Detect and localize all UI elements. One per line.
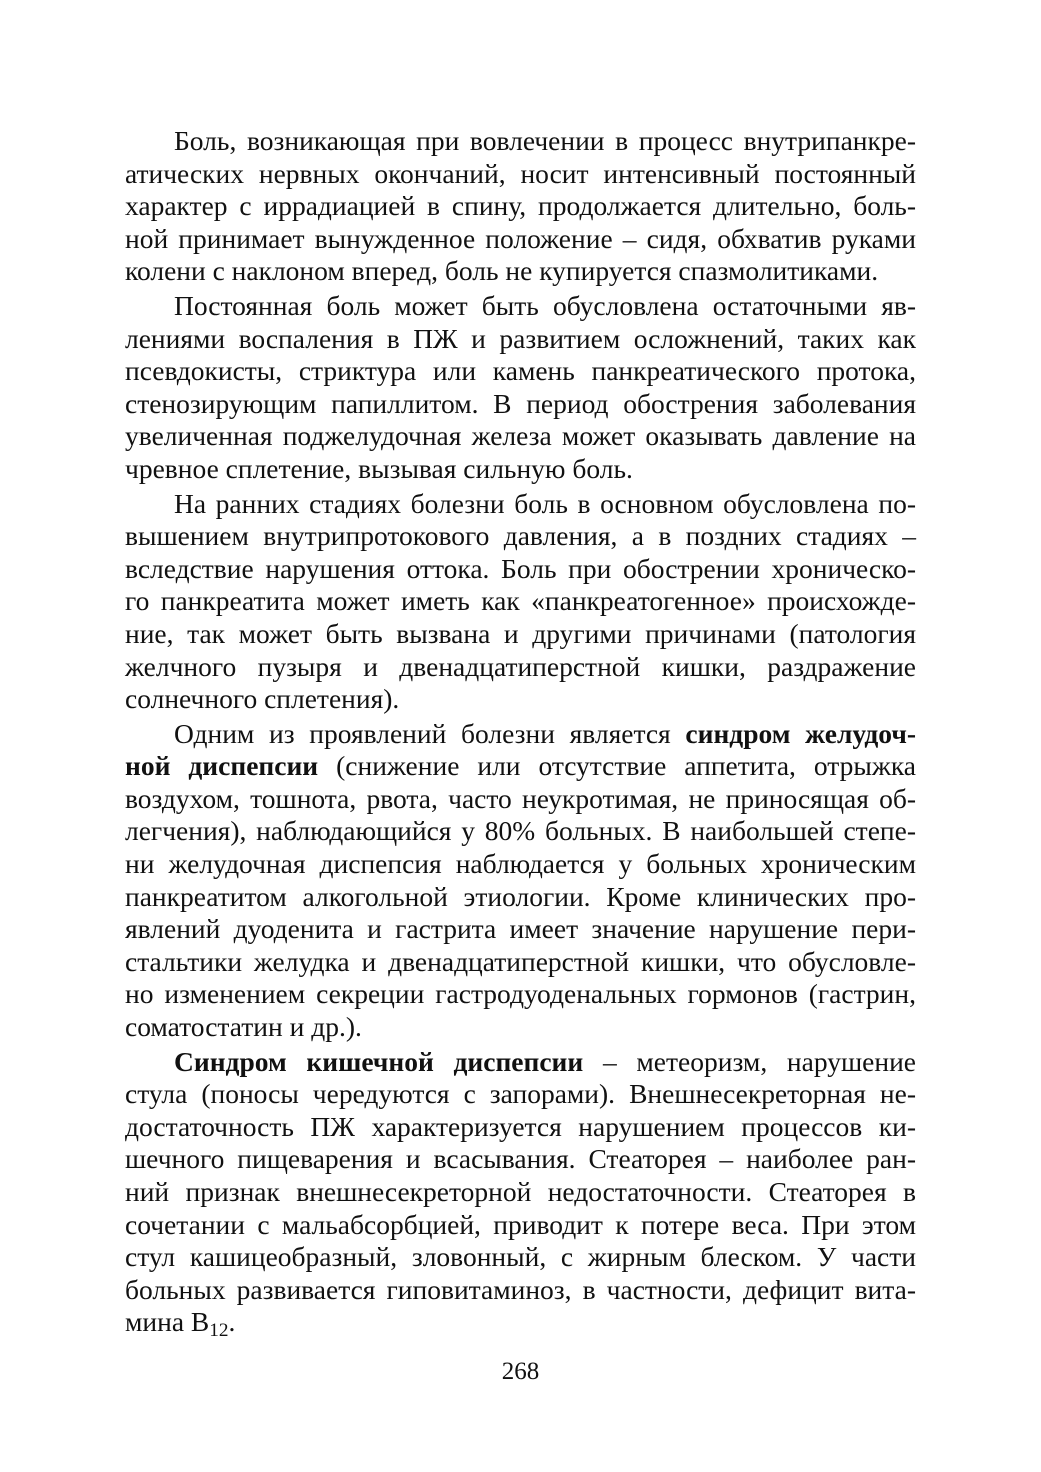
- text-line: псевдокисты, стриктура или камень панкреатического протока,: [125, 355, 916, 387]
- text-line: желчного пузыря и двенадцатиперстной кишки, раздражение: [125, 650, 916, 682]
- text-line: сочетании с мальабсорбцией, приводит к потере веса. При этом: [125, 1208, 916, 1240]
- text-line: ние, так может быть вызвана и другими причинами (патология: [125, 617, 916, 649]
- text-run: мина B: [125, 1306, 210, 1338]
- text-line: Постоянная боль может быть обусловлена остаточными яв-: [174, 289, 916, 321]
- text-line: го панкреатита может иметь как «панкреатогенное» происхожде-: [125, 585, 916, 617]
- paragraph-1: [125, 125, 916, 288]
- text-line: стула (поносы чередуются с запорами). Внешнесекреторная не-: [125, 1078, 916, 1110]
- text-line: воздухом, тошнота, рвота, часто неукротимая, не приносящая об-: [125, 782, 916, 814]
- text-line: стальтики желудка и двенадцатиперстной кишки, что обусловле-: [125, 945, 916, 977]
- text-line: ной принимает вынужденное положение – сидя, обхватив руками: [125, 222, 916, 254]
- text-line: соматостатин и др.).: [125, 1011, 362, 1043]
- paragraph-2: [125, 290, 916, 486]
- text-line: [125, 1046, 916, 1079]
- subscript: 12: [209, 1320, 229, 1342]
- text-line: вследствие нарушения оттока. Боль при обострении хроническо-: [125, 552, 916, 584]
- paragraph-3: [125, 488, 916, 716]
- text-line: больных развивается гиповитаминоз, в частности, дефицит вита-: [125, 1273, 916, 1305]
- text-line: шечного пищеварения и всасывания. Стеаторея – наиболее ран-: [125, 1143, 916, 1175]
- text-run: – метеоризм, нарушение: [583, 1045, 916, 1077]
- bold-term: Синдром кишечной диспепсии: [174, 1045, 584, 1077]
- text-line: На ранних стадиях болезни боль в основном обусловлена по-: [174, 487, 916, 519]
- text-line: вышением внутрипротокового давления, а в поздних стадиях –: [125, 520, 916, 552]
- text-run: (снижение или отсутствие аппетита, отрыжка: [318, 750, 916, 782]
- text-line: явлений дуоденита и гастрита имеет значение нарушение пери-: [125, 913, 916, 945]
- text-line: увеличенная поджелудочная железа может оказывать давление на: [125, 420, 916, 452]
- text-line: солнечного сплетения).: [125, 683, 400, 715]
- text-line: стул кашицеобразный, зловонный, с жирным блеском. У части: [125, 1241, 916, 1273]
- bold-term: ной диспепсии: [125, 750, 319, 782]
- text-line: ний признак внешнесекреторной недостаточности. Стеаторея в: [125, 1176, 916, 1207]
- text-line: стенозирующим папиллитом. В период обострения заболевания: [125, 387, 916, 419]
- bold-term: синдром желудоч-: [685, 717, 917, 749]
- text-line: легчения), наблюдающийся у 80% больных. В наибольшей степе-: [125, 815, 916, 847]
- page-number: 268: [501, 1358, 540, 1385]
- paragraph-4: [125, 718, 916, 1044]
- text-run: Одним из проявлений болезни является: [174, 717, 686, 749]
- text-line: достаточность ПЖ характеризуется нарушением процессов ки-: [125, 1110, 916, 1142]
- text-line: Боль, возникающая при вовлечении в процесс внутрипанкре-: [174, 125, 916, 156]
- text-line: [125, 750, 916, 783]
- text-line: [125, 1306, 916, 1342]
- text-line: [125, 718, 916, 751]
- page-text: [125, 125, 917, 1342]
- text-line: лениями воспаления в ПЖ и развитием осложнений, таких как: [125, 322, 916, 354]
- text-line: но изменением секреции гастродуоденальных гормонов (гастрин,: [125, 978, 916, 1010]
- text-line: ни желудочная диспепсия наблюдается у больных хроническим: [125, 848, 916, 880]
- text-line: чревное сплетение, вызывая сильную боль.: [125, 452, 633, 484]
- text-line: панкреатитом алкогольной этиологии. Кроме клинических про-: [125, 880, 916, 912]
- text-line: атических нервных окончаний, носит интенсивный постоянный: [125, 157, 916, 189]
- text-run: .: [228, 1306, 236, 1338]
- text-line: характер с иррадиацией в спину, продолжается длительно, боль-: [125, 190, 916, 222]
- paragraph-5: [125, 1045, 916, 1342]
- text-line: колени с наклоном вперед, боль не купируется спазмолитиками.: [125, 255, 879, 287]
